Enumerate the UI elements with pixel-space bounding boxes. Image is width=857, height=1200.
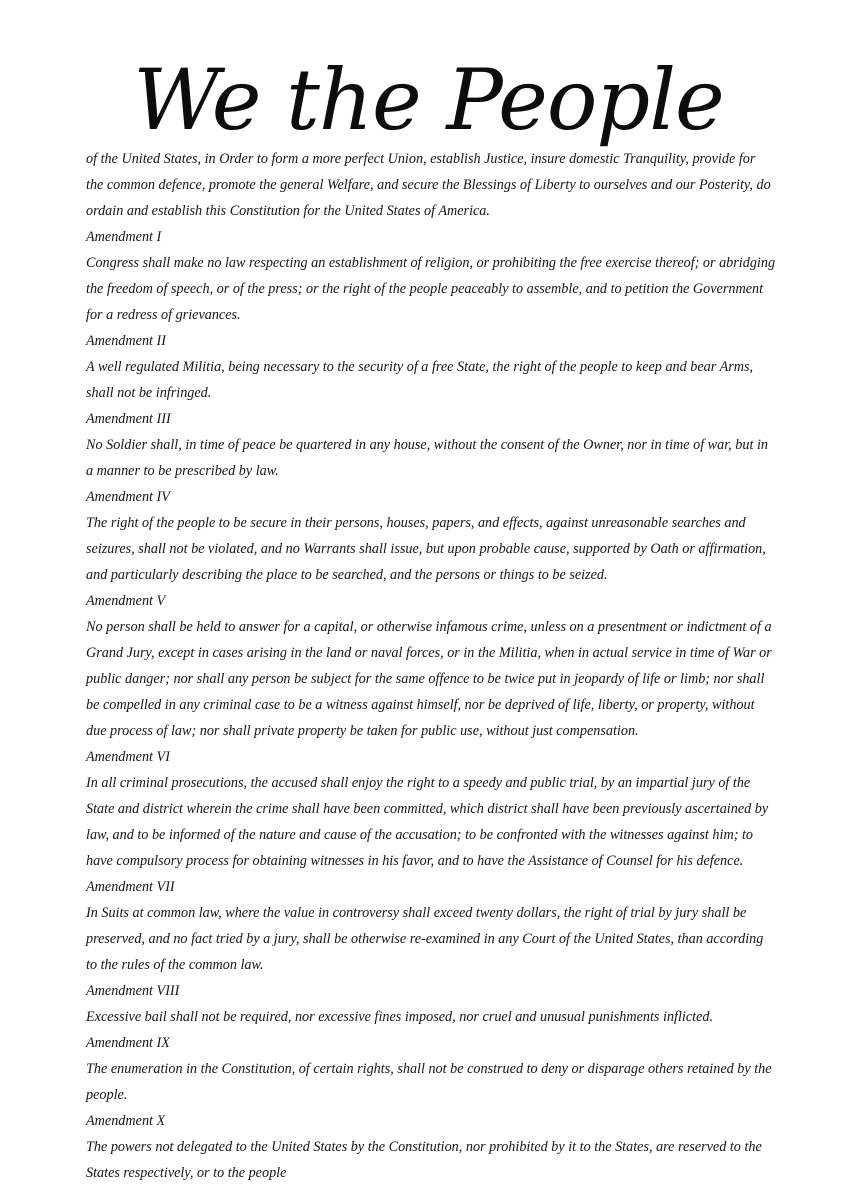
amendment-text: The powers not delegated to the United States by the Constitution, nor prohibited by it to the States, are reserved to the States respectively, or to the people (86, 1139, 762, 1181)
amendment-text: No Soldier shall, in time of peace be quartered in any house, without the consent of the Owner, nor in time of war, but in a manner to be prescribed by law. (86, 437, 768, 479)
amendment-heading: Amendment X (86, 1113, 166, 1129)
amendment-heading: Amendment VI (86, 749, 170, 765)
preamble-text: of the United States, in Order to form a more perfect Union, establish Justice, insure domestic Tranquility, provide for the common defence, promote the general Welfare, and secure the Blessings of Liberty to ourselves and our Posterity, do ordain and establish this Constitution for the United States of America. (86, 151, 771, 219)
poster-title: We the People (133, 51, 724, 149)
amendment-heading: Amendment II (86, 333, 166, 349)
amendment-text: In Suits at common law, where the value in controversy shall exceed twenty dollars, the right of trial by jury shall be preserved, and no fact tried by a jury, shall be otherwise re-examined in any Court of the United States, than according to the rules of the common law. (86, 905, 764, 973)
amendment-text: In all criminal prosecutions, the accused shall enjoy the right to a speedy and public trial, by an impartial jury of the State and district wherein the crime shall have been committed, which district shall have been previously ascertained by law, and to be informed of the nature and cause of the accusation; to be confronted with the witnesses against him; to have compulsory process for obtaining witnesses in his favor, and to have the Assistance of Counsel for his defence. (86, 775, 769, 869)
amendment-text: The right of the people to be secure in their persons, houses, papers, and effects, against unreasonable searches and seizures, shall not be violated, and no Warrants shall issue, but upon probable cause, supported by Oath or affirmation, and particularly describing the place to be searched, and the persons or things to be seized. (86, 515, 766, 583)
amendment-heading: Amendment III (86, 411, 171, 427)
amendment-heading: Amendment I (86, 229, 162, 245)
amendment-text: A well regulated Militia, being necessary to the security of a free State, the right of the people to keep and bear Arms, shall not be infringed. (86, 359, 754, 401)
amendment-text: No person shall be held to answer for a capital, or otherwise infamous crime, unless on a presentment or indictment of a Grand Jury, except in cases arising in the land or naval forces, or in the Militia, when in actual service in time of War or public danger; nor shall any person be subject for the same offence to be twice put in jeopardy of life or limb; nor shall be compelled in any criminal case to be a witness against himself, nor be deprived of life, liberty, or property, without due process of law; nor shall private property be taken for public use, without just compensation. (86, 619, 772, 739)
amendment-text: Excessive bail shall not be required, nor excessive fines imposed, nor cruel and unusual punishments inflicted. (86, 1009, 714, 1025)
document-body (86, 146, 776, 1186)
amendment-heading: Amendment IV (86, 489, 170, 505)
amendment-heading: Amendment VIII (86, 983, 180, 999)
amendment-heading: Amendment IX (86, 1035, 170, 1051)
amendment-text: The enumeration in the Constitution, of certain rights, shall not be construed to deny or disparage others retained by the people. (86, 1061, 772, 1103)
amendment-heading: Amendment V (86, 593, 166, 609)
amendment-heading: Amendment VII (86, 879, 175, 895)
amendment-text: Congress shall make no law respecting an establishment of religion, or prohibiting the free exercise thereof; or abridging the freedom of speech, or of the press; or the right of the people peaceably to assemble, and to petition the Government for a redress of grievances. (86, 255, 776, 323)
